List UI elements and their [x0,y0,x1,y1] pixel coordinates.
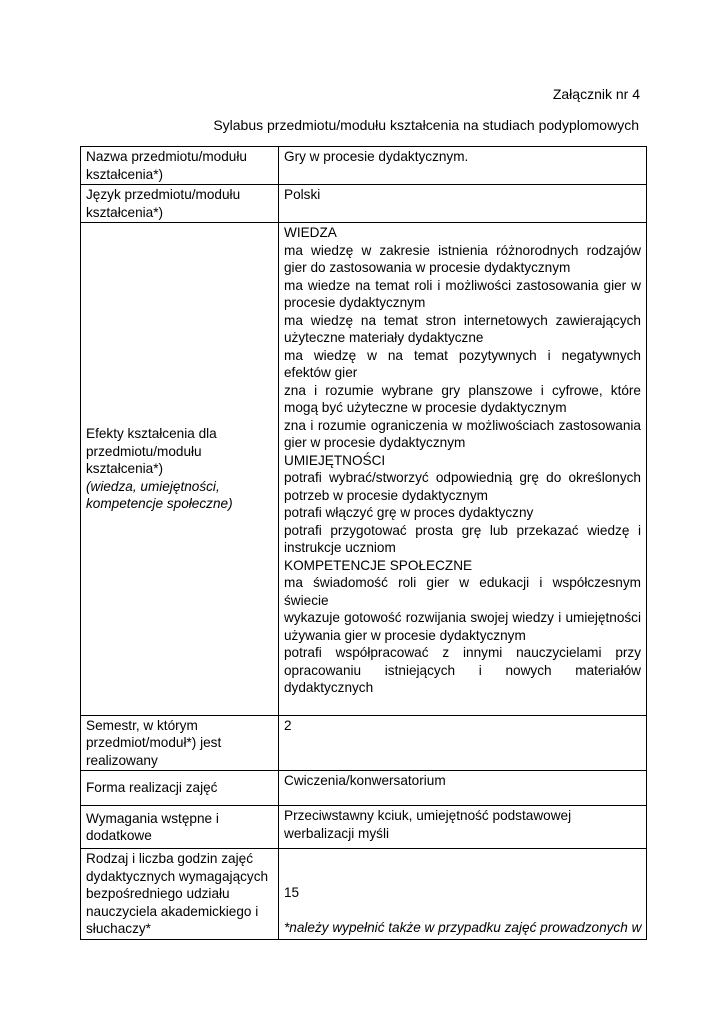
outcome-item: ma wiedze na temat roli i możliwości zastosowania gier w procesie dydaktycznym [284,277,641,310]
outcome-item: ma wiedzę w na temat pozytywnych i negatywnych efektów gier [284,347,641,380]
document-subtitle: Sylabus przedmiotu/modułu kształcenia na studiach podyplomowych [213,117,639,133]
outcome-heading-social-competences: KOMPETENCJE SPOŁECZNE [284,557,473,573]
learning-outcomes-list [279,223,647,716]
requirements-label: Wymagania wstępne i dodatkowe [81,806,279,849]
outcome-item: zna i rozumie wybrane gry planszowe i cyfrowe, które mogą być użyteczne w procesie dydaktycznym [284,382,641,415]
outcome-item: zna i rozumie ograniczenia w możliwościach zastosowania gier w procesie dydaktycznym [284,417,641,450]
hours-value: 15 [284,885,300,900]
semester-label: Semestr, w którym przedmiot/moduł*) jest realizowany [81,715,279,771]
row-course-name [81,147,647,185]
outcome-heading-skills: UMIEJĘTNOŚCI [284,452,386,468]
learning-outcomes-label-cell [81,223,279,716]
row-language [81,185,647,223]
class-form-value: Cwiczenia/konwersatorium [279,771,647,806]
hours-note: *należy wypełnić także w przypadku zajęć prowadzonych w [284,919,642,935]
hours-cell [279,849,647,940]
outcome-item: wykazuje gotowość rozwijania swojej wiedzy i umiejętności używania gier w procesie dydaktycznym [284,610,641,643]
outcome-item: potrafi wybrać/stworzyć odpowiednią grę do określonych potrzeb w procesie dydaktycznym [284,470,641,503]
outcome-item: potrafi współpracować z innymi nauczycielami przy opracowaniu istniejących i nowych materiałów dydaktycznych [284,645,641,695]
outcome-item: ma wiedzę na temat stron internetowych zawierających użyteczne materiały dydaktyczne [284,312,641,345]
language-value: Polski [279,185,647,223]
annex-label: Załącznik nr 4 [552,86,640,102]
outcome-heading-knowledge: WIEDZA [284,225,337,240]
learning-outcomes-note: (wiedza, umiejętności, kompetencje społeczne) [86,478,233,511]
row-semester [81,715,647,771]
cell-spacer [284,867,641,884]
class-form-label: Forma realizacji zajęć [81,771,279,806]
outcome-item: ma wiedzę w zakresie istnienia różnorodnych rodzajów gier do zastosowania w procesie dydaktycznym [284,242,641,275]
row-class-form [81,771,647,806]
outcome-item: potrafi włączyć grę w proces dydaktyczny [284,505,534,520]
row-learning-outcomes [81,223,647,716]
outcome-item: ma świadomość roli gier w edukacji i współczesnym świecie [284,575,641,608]
row-hours [81,849,647,940]
outcome-item: potrafi przygotować prosta grę lub przekazać wiedzę i instrukcje uczniom [284,522,641,555]
learning-outcomes-label: Efekty kształcenia dla przedmiotu/modułu kształcenia*) [86,426,217,476]
requirements-value: Przeciwstawny kciuk, umiejętność podstawowej werbalizacji myśli [279,806,647,849]
cell-spacer [284,902,641,919]
syllabus-table [80,146,647,940]
hours-label: Rodzaj i liczba godzin zajęć dydaktycznych wymagających bezpośredniego udziału nauczyciela akademickiego i słuchaczy* [81,849,279,940]
cell-spacer [284,850,641,867]
language-label: Język przedmiotu/modułu kształcenia*) [81,185,279,223]
course-name-value: Gry w procesie dydaktycznym. [279,147,647,185]
row-requirements [81,806,647,849]
cell-spacer [284,697,641,714]
semester-value: 2 [279,715,647,771]
course-name-label: Nazwa przedmiotu/modułu kształcenia*) [81,147,279,185]
